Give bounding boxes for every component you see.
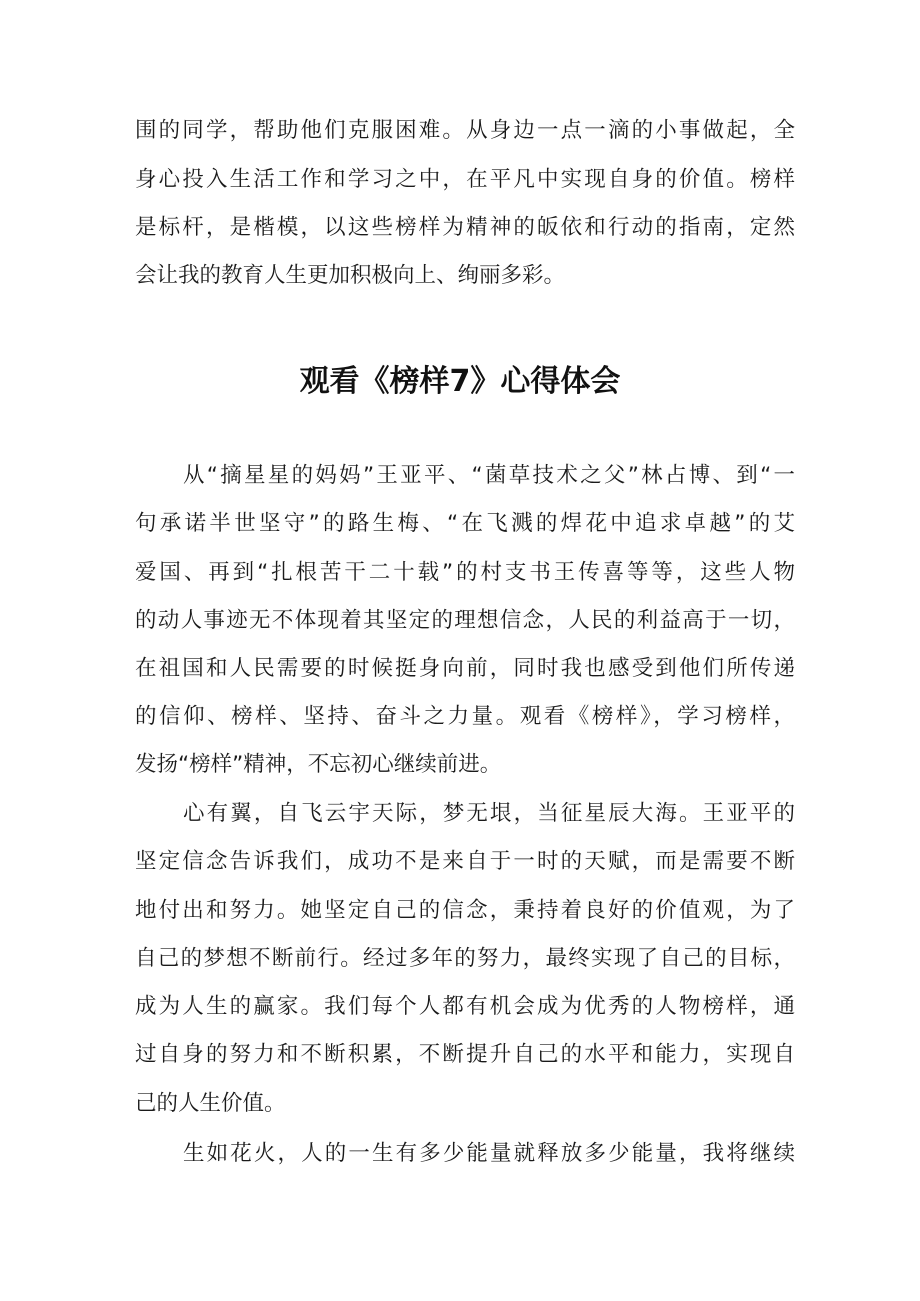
para-1-line-1: 从“摘星星的妈妈”王亚平、“菌草技术之父”林占博、到“一	[183, 463, 795, 488]
para-1-line-3: 爱国、再到“扎根苦干二十载”的村支书王传喜等等，这些人物	[135, 560, 795, 585]
para-2-line-5: 成为人生的赢家。我们每个人都有机会成为优秀的人物榜样，通	[135, 994, 795, 1019]
para-2-line-3: 地付出和努力。她坚定自己的信念，秉持着良好的价值观，为了	[135, 898, 795, 923]
para-1-line-6: 的信仰、榜样、坚持、奋斗之力量。观看《榜样》，学习榜样，	[135, 704, 795, 729]
para-2-line-7: 己的人生价值。	[135, 1091, 286, 1116]
para-2-line-6: 过自身的努力和不断积累，不断提升自己的水平和能力，实现自	[135, 1042, 795, 1067]
para-2-line-2: 坚定信念告诉我们，成功不是来自于一时的天赋，而是需要不断	[135, 849, 795, 874]
intro-line-3: 是标杆，是楷模，以这些榜样为精神的皈依和行动的指南，定然	[135, 215, 795, 240]
para-1-line-2: 句承诺半世坚守”的路生梅、“在飞溅的焊花中追求卓越”的艾	[135, 511, 795, 536]
para-2-line-1: 心有翼，自飞云宇天际，梦无垠，当征星辰大海。王亚平的	[183, 801, 795, 826]
intro-line-1: 围的同学，帮助他们克服困难。从身边一点一滴的小事做起，全	[135, 118, 795, 143]
para-3-line-1: 生如花火，人的一生有多少能量就释放多少能量，我将继续	[183, 1141, 795, 1166]
para-1-line-5: 在祖国和人民需要的时候挺身向前，同时我也感受到他们所传递	[135, 656, 795, 681]
para-1-line-7: 发扬“榜样”精神，不忘初心继续前进。	[135, 752, 502, 777]
intro-line-4: 会让我的教育人生更加积极向上、绚丽多彩。	[135, 263, 566, 288]
article-title: 观看《榜样7》心得体会	[299, 364, 621, 399]
para-1-line-4: 的动人事迹无不体现着其坚定的理想信念，人民的利益高于一切，	[135, 608, 795, 633]
para-2-line-4: 自己的梦想不断前行。经过多年的努力，最终实现了自己的目标，	[135, 946, 795, 971]
intro-line-2: 身心投入生活工作和学习之中，在平凡中实现自身的价值。榜样	[135, 167, 795, 192]
